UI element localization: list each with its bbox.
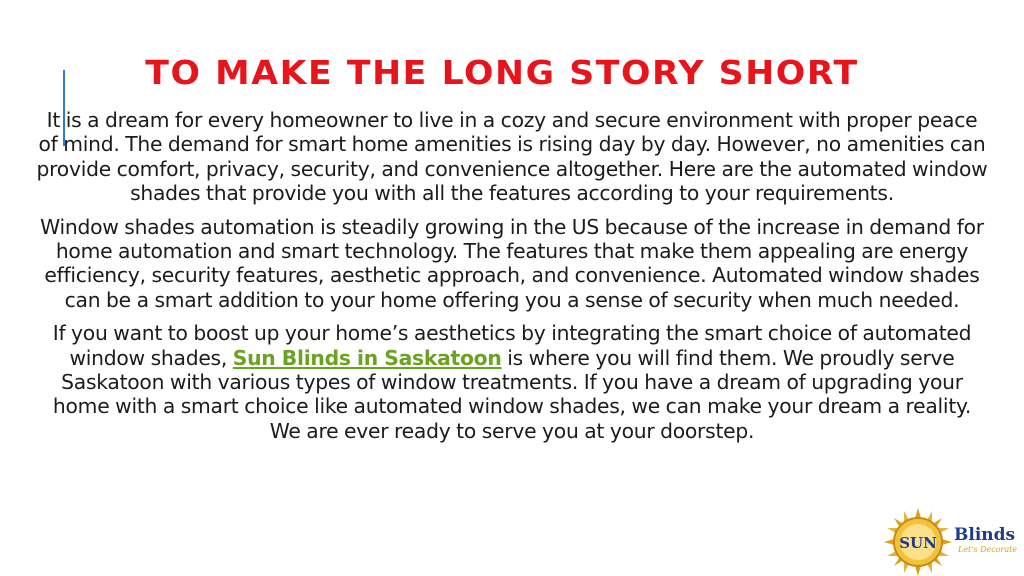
paragraph-call-to-action [36,321,988,443]
logo-brand-text: Blinds [954,525,1016,545]
paragraph-cta-lead: If you want to boost up your home’s aesthetics by integrating the smart choice of automated window shades, [52,321,972,370]
sun-blinds-logo [884,508,1024,576]
logo-badge-text: SUN [899,534,937,552]
sun-blinds-link[interactable]: Sun Blinds in Saskatoon [232,345,502,370]
slide-title: TO MAKE THE LONG STORY SHORT [145,53,859,93]
body-text [36,108,988,452]
paragraph-intro: It is a dream for every homeowner to live in a cozy and secure environment with proper peace of mind. The demand for smart home amenities is rising day by day. However, no amenities can provide comfort, privacy, security, and convenience altogether. Here are the automated window shades that provide you with all the features according to your requirements. [36,108,988,206]
paragraph-cta-rest: is where you will find them. We proudly serve Saskatoon with various types of window treatments. If you have a dream of upgrading your home with a smart choice like automated window shades, we can make your dream a reality. We are ever ready to serve you at your doorstep. [52,345,972,443]
logo-tagline: Let's Decorate [958,545,1018,554]
paragraph-automation-growth: Window shades automation is steadily growing in the US because of the increase in demand for home automation and smart technology. The features that make them appealing are energy efficiency, security features, aesthetic approach, and convenience. Automated window shades can be a smart addition to your home offering you a sense of security when much needed. [40,214,984,312]
